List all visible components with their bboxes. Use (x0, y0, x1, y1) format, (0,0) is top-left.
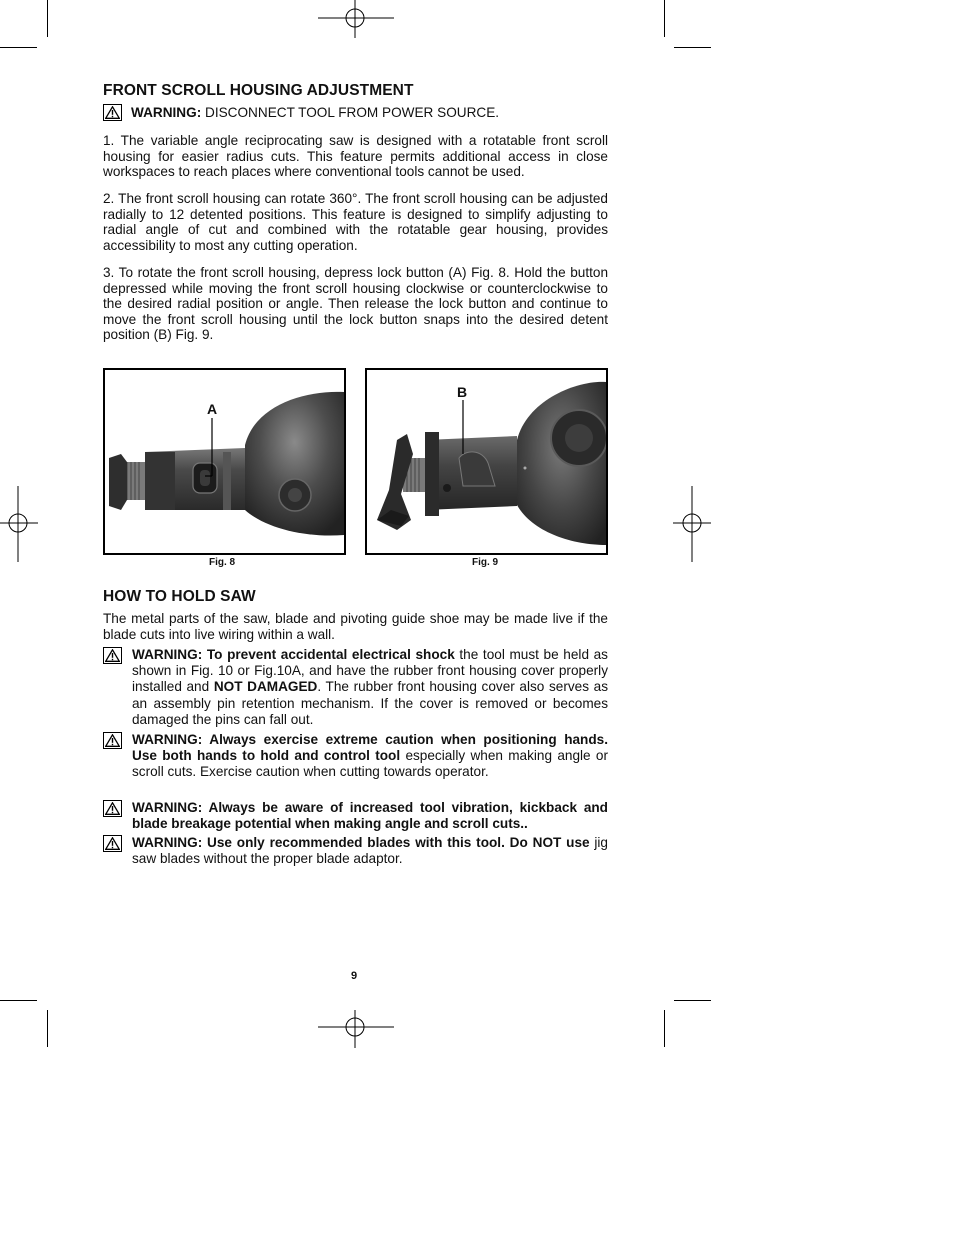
section-title-front-scroll: FRONT SCROLL HOUSING ADJUSTMENT (103, 82, 414, 99)
paragraph-3: 3. To rotate the front scroll housing, depress lock button (A) Fig. 8. Hold the button depressed while moving the front scroll housing clockwise or counterclockwise to the desired radial position or angle. Then release the lock button and continue to move the front scroll housing until the lock button snaps into the desired detent position (B) Fig. 9. (103, 265, 608, 343)
warning-triangle-icon (103, 835, 122, 852)
warning-label: WARNING: (131, 105, 202, 120)
figure-label-a: A (207, 401, 218, 417)
warning-disconnect (103, 104, 608, 121)
paragraph-1: 1. The variable angle reciprocating saw is designed with a rotatable front scroll housing for easier radius cuts. This feature permits additional access in close workspaces to reach places where conventional tools cannot be used. (103, 133, 608, 180)
figure-label-b: B (457, 384, 468, 400)
crop-mark (664, 1010, 665, 1047)
registration-mark-icon (318, 0, 394, 38)
crop-mark (674, 1000, 711, 1001)
figure-9-caption: Fig. 9 (472, 557, 499, 568)
warning-bold: WARNING: To prevent accidental electrical shock (132, 647, 455, 662)
figure-8-photo (103, 368, 346, 555)
crop-mark (47, 0, 48, 37)
page-number: 9 (351, 970, 358, 982)
crop-mark (0, 47, 37, 48)
figure-9-photo (365, 368, 608, 555)
warning-vibration (103, 800, 608, 832)
warning-triangle-icon (103, 732, 122, 749)
warning-bold: WARNING: Use only recommended blades with this tool. Do NOT use (132, 835, 590, 850)
warning-bold: WARNING: Always exercise extreme caution when positioning hands. Use both hands to hold and control tool (132, 732, 608, 764)
registration-mark-icon (0, 486, 38, 562)
crop-mark (674, 47, 711, 48)
warning-bold: NOT DAMAGED (213, 679, 318, 695)
warning-electrical-shock: WARNING: To prevent accidental electrical shock the tool must be held as shown in Fig. 10 or Fig.10A, and have the rubber front housing cover properly installed and NOT DAMAGED. The rubber front housing cover also serves as an assembly pin retention mechanism. If the cover is removed or becomes damaged the pins can fall out. (103, 647, 608, 728)
registration-mark-icon (318, 1010, 394, 1048)
warning-bold: WARNING: Always be aware of increased tool vibration, kickback and blade breakage potential when making angle and scroll cuts.. (132, 800, 608, 832)
crop-mark (664, 0, 665, 37)
hold-saw-intro: The metal parts of the saw, blade and pivoting guide shoe may be made live if the blade cuts into live wiring within a wall. (103, 611, 608, 642)
warning-text: DISCONNECT TOOL FROM POWER SOURCE. (201, 105, 500, 120)
crop-mark (0, 1000, 37, 1001)
figure-8-caption: Fig. 8 (209, 557, 236, 568)
warning-triangle-icon (103, 104, 122, 121)
warning-hand-position: WARNING: Always exercise extreme caution when positioning hands. Use both hands to hold and control tool especially when making angle or scroll cuts. Exercise caution when cutting towards operator. (103, 732, 608, 781)
paragraph-2: 2. The front scroll housing can rotate 360°. The front scroll housing can be adjusted radially to 12 detented positions. This feature is designed to simplify adjusting to radial angle of cut and combined with the rotatable gear housing, provides accessibility to most any cutting operation. (103, 191, 608, 253)
warning-recommended-blades: WARNING: Use only recommended blades with this tool. Do NOT use jig saw blades without the proper blade adaptor. (103, 835, 608, 867)
warning-triangle-icon (103, 800, 122, 817)
crop-mark (47, 1010, 48, 1047)
registration-mark-icon (673, 486, 711, 562)
section-title-how-to-hold: HOW TO HOLD SAW (103, 588, 256, 605)
warning-triangle-icon (103, 647, 122, 664)
